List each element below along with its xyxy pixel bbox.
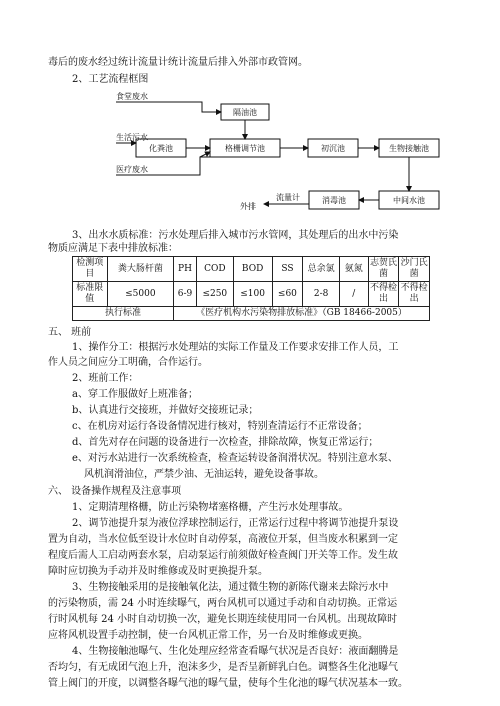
meter-label: 流量计 (276, 193, 300, 202)
section-heading: 2、工艺流程框图 (72, 74, 149, 85)
paragraph-line: 3、生物接触采用的是接触氧化法，通过微生物的新陈代谢来去除污水中 (72, 582, 389, 593)
table-row (73, 307, 430, 321)
paragraph-line: 物质应满足下表中排放标准： (48, 243, 178, 254)
paragraph-line: 2、调节池提升泵为液位浮球控制运行，正常运行过程中将调节池提升泵设 (72, 518, 399, 529)
table-cell: SS (272, 257, 303, 282)
list-item: 风机润滑油位，严禁少油、无油运转，避免设备事故。 (84, 469, 324, 480)
paragraph-line: 程度后需人工启动两套水泵，启动泵运行前须做好检查阀门开关等工作。发生故 (48, 550, 398, 561)
list-item: c、在机房对运行各设备情况进行核对，特别查清运行不正常设备； (72, 421, 368, 432)
paragraph-line: 4、生物接触池曝气、生化处理应经常查看曝气状况是否良好：液面翻腾是 (72, 646, 399, 657)
septic-tank-label: 化粪池 (149, 144, 173, 153)
paragraph-line: 1、定期清理格栅，防止污染物堵塞格栅，产生污水处理事故。 (72, 502, 349, 513)
table-cell: 6-9 (174, 282, 197, 307)
paragraph-line: 行时风机每 24 小时自动切换一次，避免长期连续使用同一台风机。出现故障时 (48, 614, 398, 625)
domestic-label: 生活污水 (116, 133, 148, 142)
table-cell: ≤100 (233, 282, 272, 307)
table-cell: 不得检出 (399, 282, 430, 307)
paragraph-line: 毒后的废水经过统计流量计统计流量后排入外部市政管网。 (48, 57, 308, 68)
disinfect-tank-label: 消毒池 (322, 196, 346, 205)
canteen-label: 食堂废水 (116, 92, 148, 101)
table-cell: 检测项目 (73, 257, 108, 282)
table-cell: 不得检出 (368, 282, 399, 307)
paragraph-line: 置为自动，当水位低至设计水位时自动停泵，高液位开泵，但当废水积累到一定 (48, 534, 398, 545)
list-item: d、首先对存在问题的设备进行一次检查，排除故障，恢复正常运行； (72, 437, 379, 448)
paragraph-line: 3、出水水质标准：污水处理后排入城市污水管网，其处理后的出水中污染 (72, 230, 399, 241)
table-cell: 氨氮 (339, 257, 368, 282)
bio-tank-label: 生物接触池 (389, 144, 429, 153)
grease-trap-label: 隔油池 (233, 108, 257, 117)
paragraph-line: 障时应切换为手动并及时维修或及时更换提升泵。 (48, 566, 268, 577)
list-item: e、对污水站进行一次系统检查，检查运转设备润滑状况。特别注意水泵、 (72, 453, 398, 464)
table-cell: 2-8 (303, 282, 340, 307)
discharge-standards-table (72, 256, 430, 321)
process-flow-diagram (0, 80, 500, 220)
table-cell: / (339, 282, 368, 307)
grille-tank-label: 格栅调节池 (225, 144, 265, 153)
intermediate-tank-label: 中间水池 (393, 196, 425, 205)
table-row (73, 257, 430, 282)
medical-label: 医疗废水 (116, 165, 148, 174)
paragraph-line: 1、操作分工：根据污水处理站的实际工作量及工作要求安排工作人员，工 (72, 342, 399, 353)
outlet-label: 外排 (240, 202, 256, 211)
paragraph-line: 的污染物质，需 24 小时连续曝气，两台风机可以通过手动和自动切换。正常运 (48, 598, 398, 609)
table-cell: COD (196, 257, 233, 282)
table-cell: 志贺氏菌 (368, 257, 399, 282)
table-cell: ≤60 (272, 282, 303, 307)
paragraph-line: 应将风机设置手动控制，使一台风机正常工作，另一台及时维修或更换。 (48, 630, 368, 641)
paragraph-line: 2、班前工作： (72, 373, 139, 384)
list-item: b、认真进行交接班，并做好交接班记录； (72, 405, 259, 416)
paragraph-line: 否均匀，有无成团气泡上升，泡沫多少，是否呈新鲜乳白色。调整各生化池曝气 (48, 662, 398, 673)
table-cell: ≤5000 (107, 282, 173, 307)
primary-tank-label: 初沉池 (321, 144, 345, 153)
table-cell: 粪大肠杆菌 (107, 257, 173, 282)
paragraph-line: 管上阀门的开度，以调整各曝气池的曝气量，使每个生化池的曝气状况基本一致。 (48, 678, 408, 689)
list-item: a、穿工作服做好上班准备； (72, 389, 198, 400)
table-cell: PH (174, 257, 197, 282)
section-heading: 六、 设备操作规程及注意事项 (48, 486, 182, 497)
table-cell: 《医疗机构水污染物排放标准》（GB 18466-2005） (174, 307, 430, 321)
table-row (73, 282, 430, 307)
table-cell: ≤250 (196, 282, 233, 307)
table-cell: 标准限值 (73, 282, 108, 307)
table-cell: 沙门氏菌 (399, 257, 430, 282)
table-cell: BOD (233, 257, 272, 282)
table-cell: 总余氯 (303, 257, 340, 282)
table-cell: 执行标准 (73, 307, 174, 321)
paragraph-line: 作人员之间应分工明确，合作运行。 (48, 357, 208, 368)
section-heading: 五、 班前 (48, 327, 92, 338)
